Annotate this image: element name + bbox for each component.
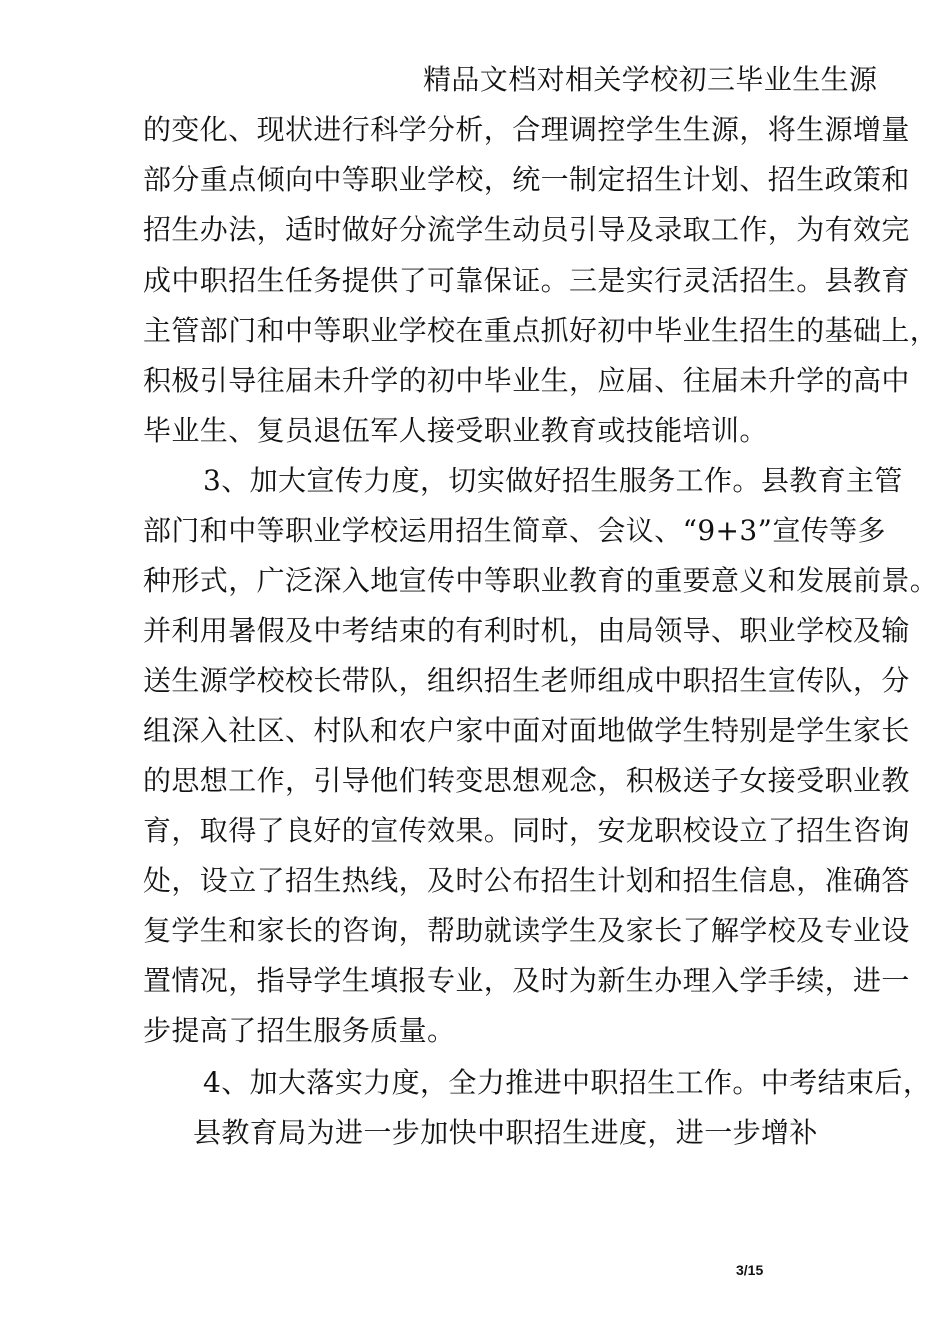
- text-line: 送生源学校校长带队，组织招生老师组成中职招生宣传队，分: [143, 664, 910, 697]
- text-line: 置情况，指导学生填报专业，及时为新生办理入学手续，进一: [143, 964, 910, 997]
- text-line: 县教育局为进一步加快中职招生进度，进一步增补: [193, 1116, 818, 1149]
- text-line: 处，设立了招生热线，及时公布招生计划和招生信息，准确答: [143, 864, 910, 897]
- page-number: 3/15: [736, 1262, 764, 1278]
- text-line: 主管部门和中等职业学校在重点抓好初中毕业生招生的基础上，: [143, 314, 939, 347]
- text-line: 并利用暑假及中考结束的有利时机，由局领导、职业学校及输: [143, 614, 910, 647]
- text-line: 复学生和家长的咨询，帮助就读学生及家长了解学校及专业设: [143, 914, 910, 947]
- text-line: 组深入社区、村队和农户家中面对面地做学生特别是学生家长: [143, 714, 910, 747]
- text-line: 步提高了招生服务质量。: [143, 1014, 456, 1047]
- text-line: 积极引导往届未升学的初中毕业生，应届、往届未升学的高中: [143, 364, 910, 397]
- text-line: 的思想工作，引导他们转变思想观念，积极送子女接受职业教: [143, 764, 910, 797]
- text-line: 部门和中等职业学校运用招生简章、会议、“9+3”宣传等多: [143, 514, 886, 547]
- text-line: 部分重点倾向中等职业学校，统一制定招生计划、招生政策和: [143, 163, 910, 196]
- paragraph-4-start: 4、加大落实力度，全力推进中职招生工作。中考结束后，: [203, 1066, 932, 1099]
- text-line: 的变化、现状进行科学分析，合理调控学生生源，将生源增量: [143, 113, 910, 146]
- paragraph-3-start: 3、加大宣传力度，切实做好招生服务工作。县教育主管: [203, 464, 903, 497]
- text-line: 毕业生、复员退伍军人接受职业教育或技能培训。: [143, 414, 768, 447]
- text-line-header: 精品文档对相关学校初三毕业生生源: [423, 63, 878, 96]
- text-line: 种形式，广泛深入地宣传中等职业教育的重要意义和发展前景。: [143, 564, 939, 597]
- text-line: 招生办法，适时做好分流学生动员引导及录取工作，为有效完: [143, 213, 910, 246]
- text-line: 成中职招生任务提供了可靠保证。三是实行灵活招生。县教育: [143, 264, 910, 297]
- text-line: 育，取得了良好的宣传效果。同时，安龙职校设立了招生咨询: [143, 814, 910, 847]
